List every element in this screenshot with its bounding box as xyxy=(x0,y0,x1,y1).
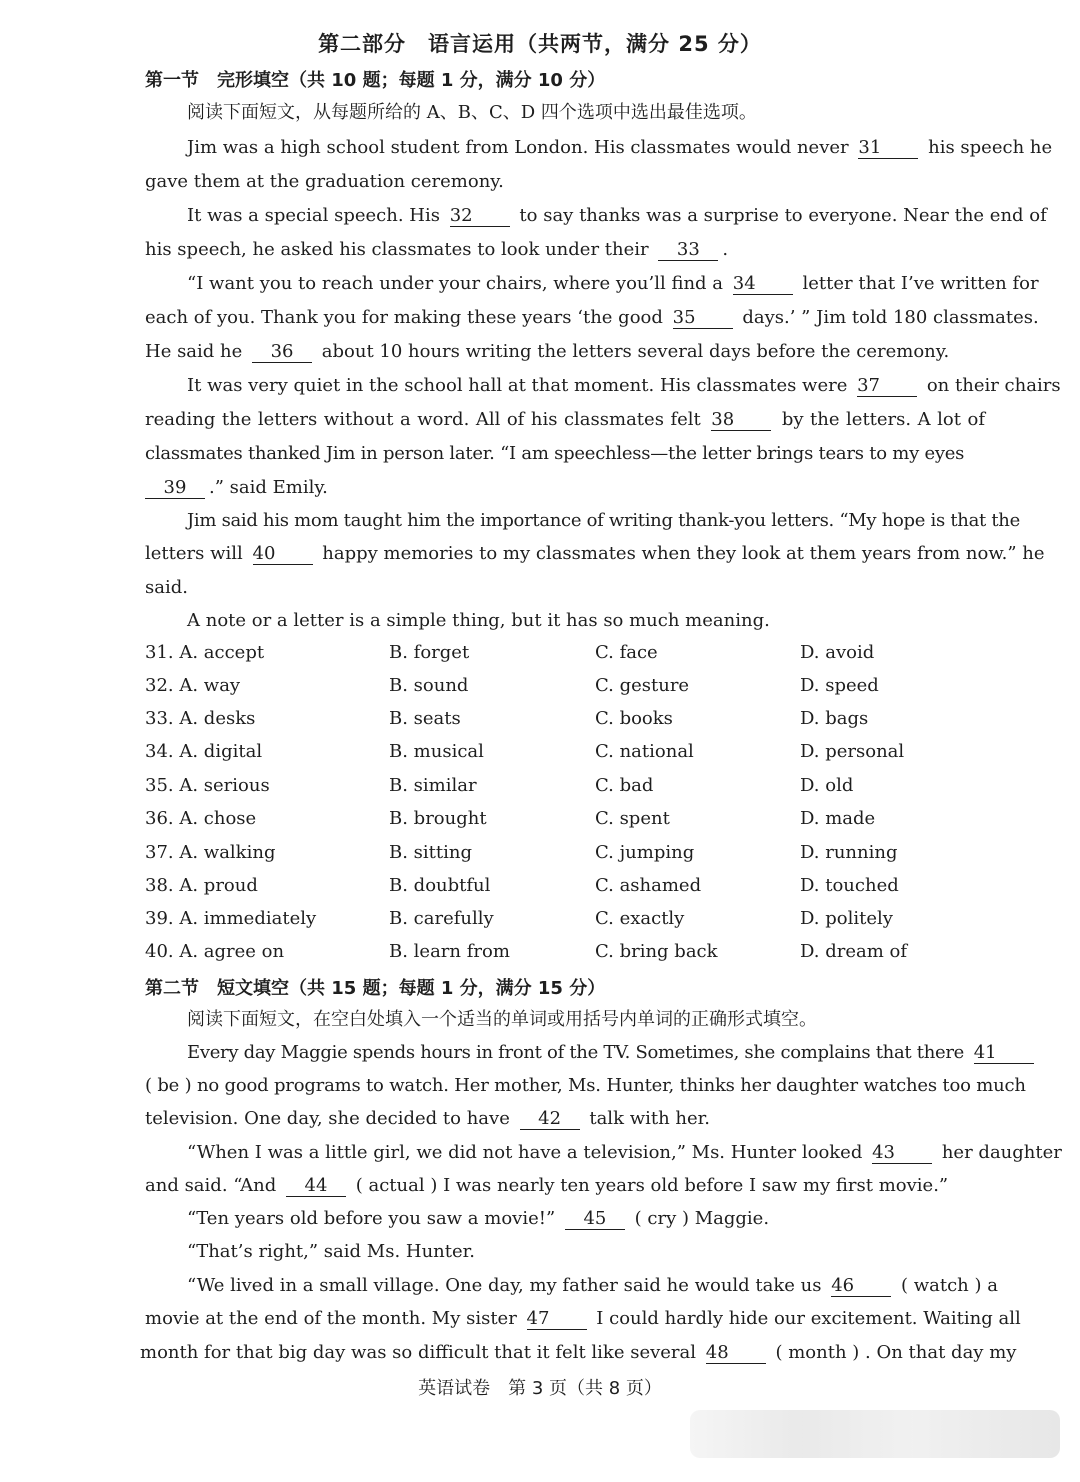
option-row-32 xyxy=(145,675,985,699)
passage-line xyxy=(145,238,985,262)
passage-line xyxy=(145,1207,985,1231)
option-d: D. running xyxy=(800,842,898,863)
text: ( actual ) I was nearly ten years old before I saw my first movie.” xyxy=(355,1175,949,1196)
text: “Ten years old before you saw a movie!” xyxy=(187,1208,556,1229)
section2-instruction: 阅读下面短文，在空白处填入一个适当的单词或用括号内单词的正确形式填空。 xyxy=(187,1009,817,1030)
text: Jim was a high school student from London. His classmates would never xyxy=(187,137,849,158)
passage-line xyxy=(140,1341,1017,1365)
text: “We lived in a small village. One day, my father said he would take us xyxy=(187,1275,822,1296)
option-b: B. sound xyxy=(389,675,469,696)
option-c: C. bad xyxy=(595,775,654,796)
text: . xyxy=(722,239,729,260)
option-row-40 xyxy=(145,941,985,965)
blank-45: 45 xyxy=(565,1209,625,1230)
option-row-34 xyxy=(145,741,985,765)
option-c: C. face xyxy=(595,642,658,663)
option-b: B. sitting xyxy=(389,842,473,863)
blank-43: 43 xyxy=(872,1143,932,1164)
option-c: C. ashamed xyxy=(595,875,702,896)
text: on their chairs xyxy=(926,375,1061,396)
passage-line xyxy=(145,374,1061,398)
blank-33: 33 xyxy=(658,240,718,261)
section1-instruction: 阅读下面短文，从每题所给的 A、B、C、D 四个选项中选出最佳选项。 xyxy=(187,102,757,123)
blurred-watermark xyxy=(690,1410,1060,1458)
blank-34: 34 xyxy=(733,274,793,295)
blank-46: 46 xyxy=(831,1276,891,1297)
passage-line xyxy=(145,1141,1062,1165)
section1-heading: 第一节 完形填空（共 10 题；每题 1 分，满分 10 分） xyxy=(145,70,606,91)
option-a: 31. A. accept xyxy=(145,642,265,663)
option-row-33 xyxy=(145,708,985,732)
passage-line xyxy=(145,1274,998,1298)
passage-line xyxy=(145,1174,985,1198)
text: about 10 hours writing the letters several days before the ceremony. xyxy=(321,341,950,362)
option-a: 33. A. desks xyxy=(145,708,256,729)
passage-line xyxy=(145,542,1045,566)
passage-line xyxy=(145,1307,1021,1331)
option-b: B. seats xyxy=(389,708,461,729)
option-d: D. politely xyxy=(800,908,893,929)
option-a: 40. A. agree on xyxy=(145,941,285,962)
option-a: 38. A. proud xyxy=(145,875,258,896)
option-row-38 xyxy=(145,875,985,899)
blank-31: 31 xyxy=(858,138,918,159)
option-d: D. speed xyxy=(800,675,879,696)
option-a: 32. A. way xyxy=(145,675,241,696)
passage-line: classmates thanked Jim in person later. “I am speechless—the letter brings tears to my eyes xyxy=(145,443,965,464)
blank-40: 40 xyxy=(253,544,313,565)
option-a: 34. A. digital xyxy=(145,741,263,762)
option-b: B. doubtful xyxy=(389,875,491,896)
blank-42: 42 xyxy=(520,1109,580,1130)
text: ( cry ) Maggie. xyxy=(634,1208,770,1229)
passage-line: gave them at the graduation ceremony. xyxy=(145,171,504,192)
option-c: C. gesture xyxy=(595,675,690,696)
text: talk with her. xyxy=(589,1108,710,1129)
passage-line: said. xyxy=(145,577,188,598)
section2-heading: 第二节 短文填空（共 15 题；每题 1 分，满分 15 分） xyxy=(145,978,606,999)
option-row-31 xyxy=(145,642,985,666)
text: and said. “And xyxy=(145,1175,277,1196)
option-row-36 xyxy=(145,808,985,832)
option-a: 37. A. walking xyxy=(145,842,276,863)
text: It was a special speech. His xyxy=(187,205,440,226)
text: his speech, he asked his classmates to look under their xyxy=(145,239,649,260)
option-b: B. learn from xyxy=(389,941,510,962)
passage-line: ( be ) no good programs to watch. Her mother, Ms. Hunter, thinks her daughter watches too much xyxy=(145,1075,1026,1096)
option-c: C. jumping xyxy=(595,842,695,863)
passage-line xyxy=(145,1107,985,1131)
option-b: B. carefully xyxy=(389,908,494,929)
option-c: C. bring back xyxy=(595,941,718,962)
passage-line xyxy=(145,306,1039,330)
passage-line: A note or a letter is a simple thing, but it has so much meaning. xyxy=(187,610,770,631)
option-d: D. old xyxy=(800,775,854,796)
text: reading the letters without a word. All of his classmates felt xyxy=(145,409,701,430)
text: happy memories to my classmates when they look at them years from now.” he xyxy=(322,543,1045,564)
text: ( month ) . On that day my xyxy=(775,1342,1017,1363)
text: “I want you to reach under your chairs, where you’ll find a xyxy=(187,273,724,294)
blank-38: 38 xyxy=(711,410,771,431)
blank-35: 35 xyxy=(673,308,733,329)
option-a: 36. A. chose xyxy=(145,808,257,829)
text: each of you. Thank you for making these years ‘the good xyxy=(145,307,663,328)
text: her daughter xyxy=(941,1142,1062,1163)
option-d: D. dream of xyxy=(800,941,908,962)
text: month for that big day was so difficult that it felt like several xyxy=(140,1342,697,1363)
text: “When I was a little girl, we did not have a television,” Ms. Hunter looked xyxy=(187,1142,863,1163)
option-a: 35. A. serious xyxy=(145,775,270,796)
option-b: B. brought xyxy=(389,808,487,829)
option-row-35 xyxy=(145,775,985,799)
blank-47: 47 xyxy=(527,1309,587,1330)
option-d: D. personal xyxy=(800,741,905,762)
passage-line xyxy=(145,272,1039,296)
page-footer: 英语试卷 第 3 页（共 8 页） xyxy=(418,1378,662,1399)
option-d: D. avoid xyxy=(800,642,875,663)
text: days.’ ” Jim told 180 classmates. xyxy=(742,307,1039,328)
text: Every day Maggie spends hours in front of the TV. Sometimes, she complains that there xyxy=(187,1042,964,1063)
text: movie at the end of the month. My sister xyxy=(145,1308,517,1329)
text: letters will xyxy=(145,543,243,564)
option-c: C. exactly xyxy=(595,908,685,929)
part-title: 第二部分 语言运用（共两节，满分 25 分） xyxy=(318,32,762,56)
option-d: D. bags xyxy=(800,708,869,729)
text: his speech he xyxy=(928,137,1053,158)
passage-line xyxy=(145,1041,997,1065)
option-d: D. made xyxy=(800,808,876,829)
passage-line xyxy=(145,204,1047,228)
passage-line xyxy=(145,340,985,364)
option-c: C. books xyxy=(595,708,673,729)
text: television. One day, she decided to have xyxy=(145,1108,510,1129)
blank-44: 44 xyxy=(286,1176,346,1197)
text: I could hardly hide our excitement. Waiting all xyxy=(596,1308,1021,1329)
passage-line xyxy=(145,136,1053,160)
option-a: 39. A. immediately xyxy=(145,908,317,929)
blank-32: 32 xyxy=(450,206,510,227)
option-row-37 xyxy=(145,842,985,866)
option-d: D. touched xyxy=(800,875,899,896)
option-b: B. forget xyxy=(389,642,470,663)
blank-36: 36 xyxy=(252,342,312,363)
passage-line xyxy=(145,476,985,500)
text: .” said Emily. xyxy=(209,477,328,498)
blank-41: 41 xyxy=(974,1043,1034,1064)
passage-line xyxy=(145,408,985,432)
option-row-39 xyxy=(145,908,985,932)
option-b: B. similar xyxy=(389,775,477,796)
passage-line: Jim said his mom taught him the importance of writing thank-you letters. “My hope is that the xyxy=(187,510,1020,531)
option-b: B. musical xyxy=(389,741,484,762)
blank-37: 37 xyxy=(857,376,917,397)
passage-line: “That’s right,” said Ms. Hunter. xyxy=(187,1241,475,1262)
text: He said he xyxy=(145,341,243,362)
text: by the letters. A lot of xyxy=(781,409,986,430)
text: ( watch ) a xyxy=(900,1275,998,1296)
text: It was very quiet in the school hall at that moment. His classmates were xyxy=(187,375,848,396)
blank-48: 48 xyxy=(706,1343,766,1364)
option-c: C. national xyxy=(595,741,694,762)
blank-39: 39 xyxy=(145,478,205,499)
option-c: C. spent xyxy=(595,808,670,829)
text: letter that I’ve written for xyxy=(802,273,1039,294)
text: to say thanks was a surprise to everyone. Near the end of xyxy=(519,205,1047,226)
